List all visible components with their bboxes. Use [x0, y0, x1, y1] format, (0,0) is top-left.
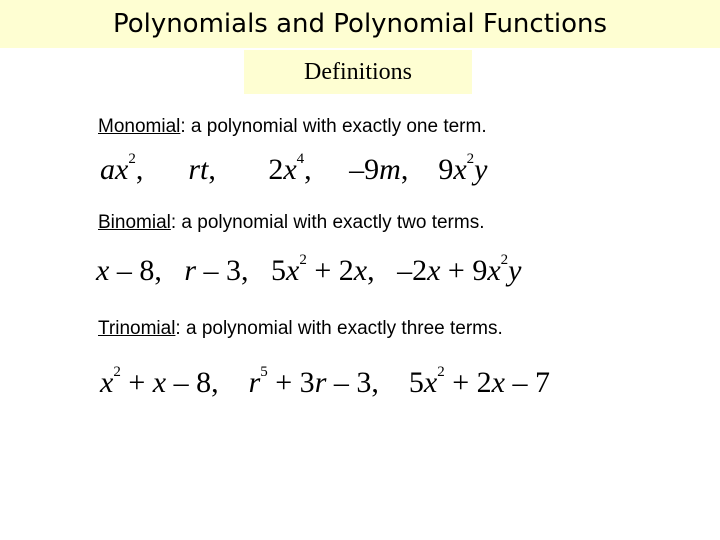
monomial-examples-equation: $ax^2$, rt, $2x^4$, –9m, $9x^2y$ — [100, 151, 488, 186]
definition-term: Binomial — [98, 212, 171, 233]
subtitle-box — [244, 50, 472, 94]
title-bar — [0, 0, 720, 48]
definition-monomial — [98, 116, 487, 138]
page-title: Polynomials and Polynomial Functions — [112, 9, 608, 39]
definition-term: Trinomial — [98, 318, 176, 339]
definition-text: : a polynomial with exactly three terms. — [175, 318, 503, 339]
binomial-examples-equation: x – 8, r – 3, $5x^2 + 2x$, $-2x + 9x^2y$ — [96, 252, 522, 287]
definition-term: Monomial — [98, 116, 181, 137]
trinomial-examples-equation: $x^2 + x - 8$, $r^5 + 3r - 3$, $5x^2 + 2x - 7$ — [100, 364, 550, 399]
section-subtitle: Definitions — [304, 58, 412, 85]
definition-text: : a polynomial with exactly one term. — [180, 116, 487, 137]
definition-binomial — [98, 212, 485, 234]
definition-text: : a polynomial with exactly two terms. — [170, 212, 485, 233]
definition-trinomial — [98, 318, 503, 340]
